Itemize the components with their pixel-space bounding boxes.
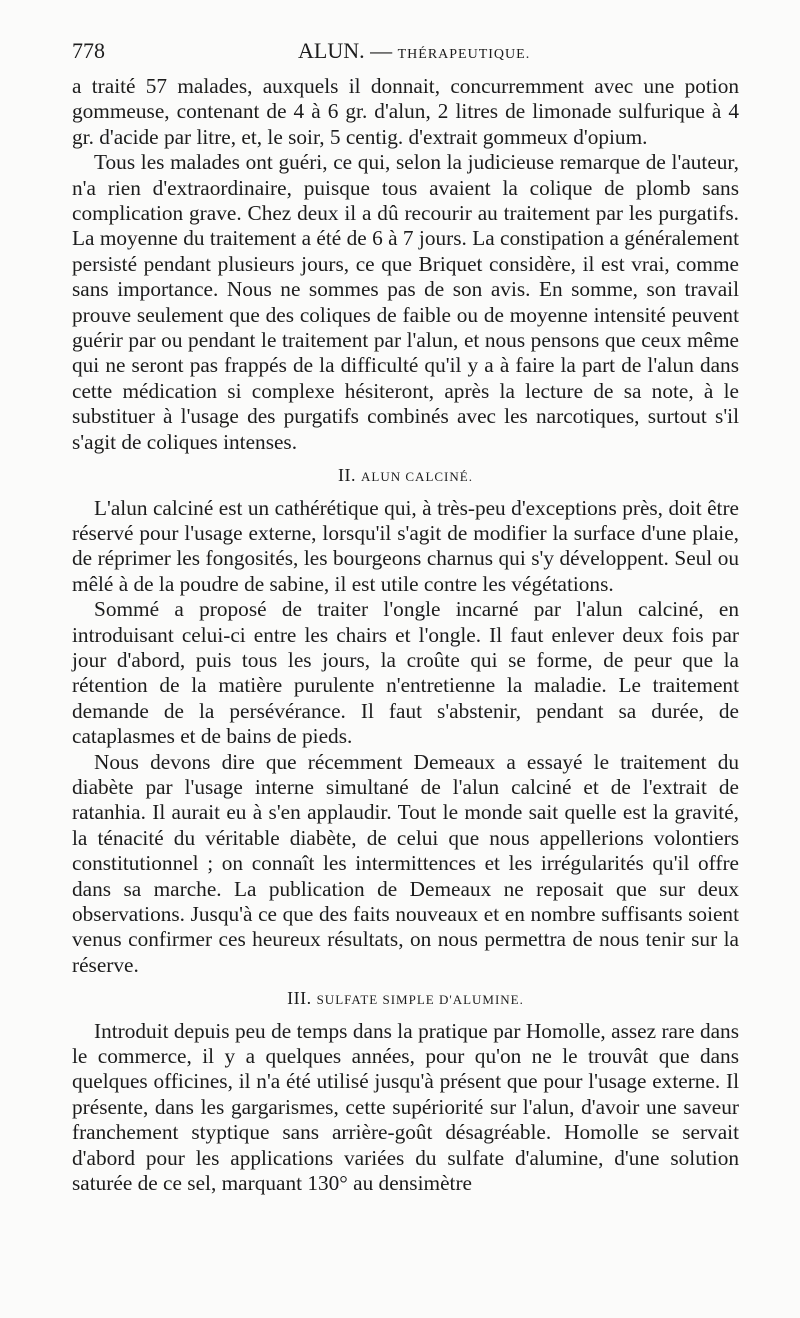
- section-title: SULFATE SIMPLE D'ALUMINE.: [316, 992, 524, 1008]
- paragraph: Tous les malades ont guéri, ce qui, selon la judicieuse remarque de l'auteur, n'a rien d'extraordinaire, puisque tous avaient la colique de plomb sans complication grave. Chez deux il a dû recourir au traitement par les purgatifs. La moyenne du traitement a été de 6 à 7 jours. La constipation a généralement persisté pendant plusieurs jours, ce que Briquet considère, il est vrai, comme sans importance. Nous ne sommes pas de son avis. En somme, son travail prouve seulement que des coliques de faible ou de moyenne intensité peuvent guérir par ou pendant le traitement par l'alun, et nous pensons que ceux même qui ne seront pas frappés de la difficulté qu'il y a à faire la part de l'alun dans cette médication si complexe hésiteront, après la lecture de sa note, à le substituer à l'usage des purgatifs combinés avec les narcotiques, surtout s'il s'agit de coliques intenses.: [72, 150, 739, 454]
- running-head-title: ALUN.: [298, 38, 365, 63]
- paragraph: Sommé a proposé de traiter l'ongle incarné par l'alun calciné, en introduisant celui-ci entre les chairs et l'ongle. Il faut enlever deux fois par jour d'abord, puis tous les jours, la croûte qui se forme, de peur que la rétention de la matière purulente n'entretienne la maladie. Le traitement demande de la persévérance. Il faut s'abstenir, pendant sa durée, de cataplasmes et de bains de pieds.: [72, 597, 739, 749]
- page-header: [72, 38, 740, 68]
- running-head-subtitle: THÉRAPEUTIQUE.: [397, 47, 531, 62]
- section-heading-2: [72, 463, 739, 489]
- section-numeral: II.: [338, 465, 357, 486]
- running-head: [298, 38, 530, 64]
- paragraph: L'alun calciné est un cathérétique qui, à très-peu d'exceptions près, doit être réservé pour l'usage externe, lorsqu'il s'agit de modifier la surface d'une plaie, de réprimer les fongosités, les bourgeons charnus qui s'y développent. Seul ou mêlé à de la poudre de sabine, il est utile contre les végétations.: [72, 495, 739, 596]
- page-number: 778: [72, 38, 105, 63]
- paragraph: Nous devons dire que récemment Demeaux a essayé le traitement du diabète par l'usage interne simultané de l'alun calciné et de l'extrait de ratanhia. Il aurait eu à s'en applaudir. Tout le monde sait quelle est la gravité, la ténacité du véritable diabète, de celui que nous appellerions volontiers constitutionnel ; on connaît les intermittences et les irrégularités qu'il offre dans sa marche. La publication de Demeaux ne reposait que sur deux observations. Jusqu'à ce que des faits nouveaux et en nombre suffisants soient venus confirmer ces heureux résultats, on nous permettra de nous tenir sur la réserve.: [72, 749, 739, 977]
- section-heading-3: [72, 986, 739, 1012]
- section-title: ALUN CALCINÉ.: [361, 469, 473, 485]
- paragraph: Introduit depuis peu de temps dans la pratique par Homolle, assez rare dans le commerce, il y a quelques années, pour qu'on ne le trouvât que dans quelques officines, il n'a été utilisé jusqu'à présent que pour l'usage externe. Il présente, dans les gargarismes, cette supériorité sur l'alun, d'avoir une saveur franchement styptique sans arrière-goût désagréable. Homolle se servait d'abord pour les applications variées du sulfate d'alumine, d'une solution saturée de ce sel, marquant 130° au densimètre: [72, 1018, 739, 1196]
- section-numeral: III.: [287, 988, 312, 1009]
- page-body: [72, 74, 739, 1196]
- paragraph: a traité 57 malades, auxquels il donnait, concurremment avec une potion gommeuse, contenant de 4 à 6 gr. d'alun, 2 litres de limonade sulfurique à 4 gr. d'acide par litre, et, le soir, 5 centig. d'extrait gommeux d'opium.: [72, 74, 739, 149]
- running-head-dash: —: [370, 38, 393, 63]
